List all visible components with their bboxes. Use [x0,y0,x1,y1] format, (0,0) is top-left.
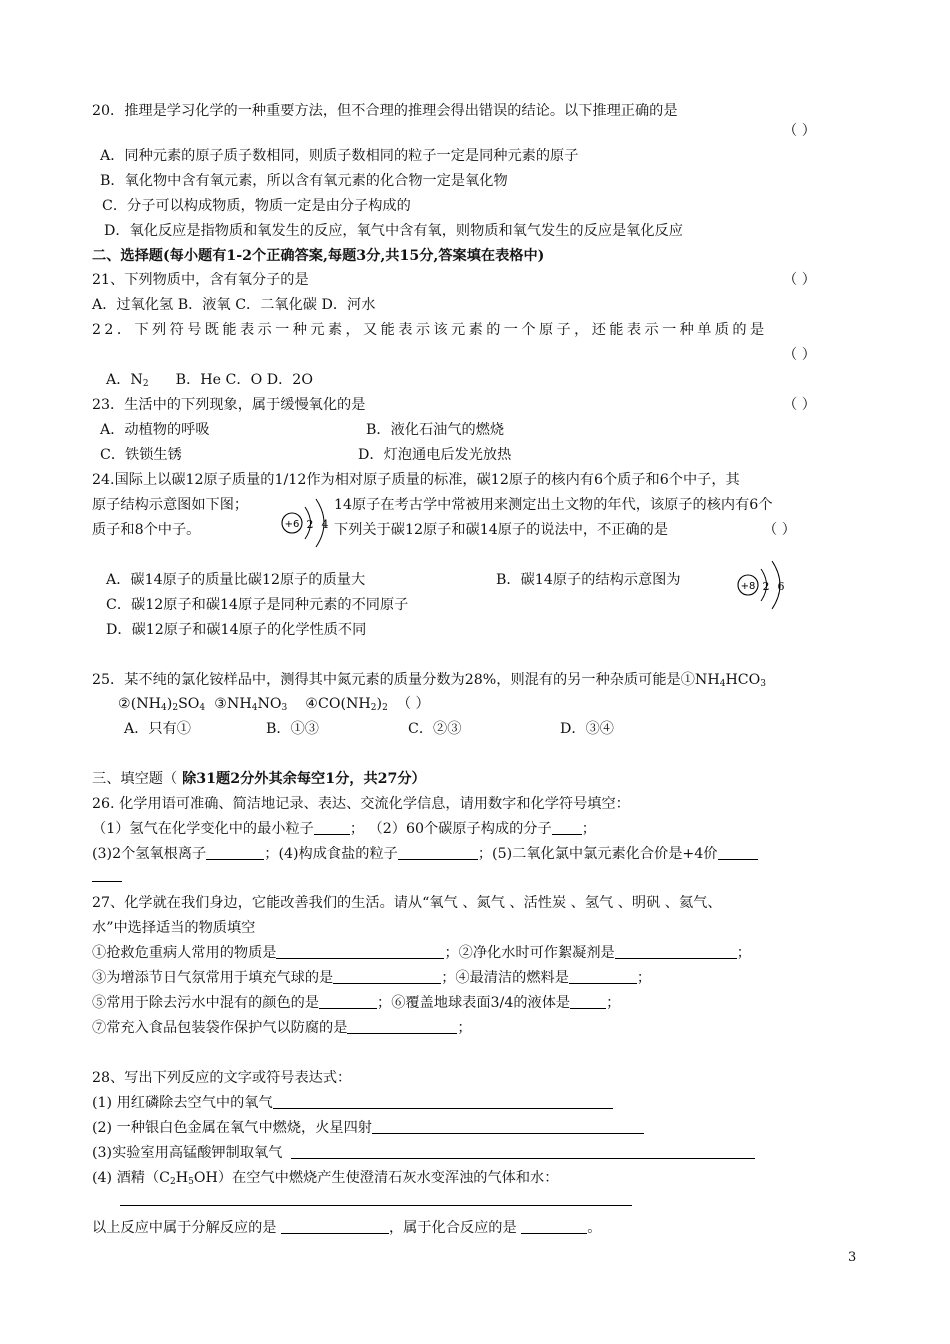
q23-option-b: B．液化石油气的燃烧 [366,422,505,438]
q27-line-4: ⑦常充入食品包装袋作保护气以防腐的是 ； [92,1020,472,1036]
q21-stem: 21、下列物质中，含有氧分子的是 [92,272,309,288]
section-2-heading: 二、选择题(每小题有1-2个正确答案,每题3分,共15分,答案填在表格中) [92,248,545,264]
q23-option-c: C．铁锁生锈 [100,447,182,463]
q24-line-3a: 质子和8个中子。 [92,522,201,538]
q25-option-c: C．②③ [408,721,462,737]
shell-2-electrons: 6 [777,580,785,593]
q25-answer-paren: （ ） [396,696,430,712]
q28-blank-4[interactable] [120,1190,632,1210]
q22-options-rest: B．He C．O D．2O [175,372,313,388]
q22-options [106,370,313,390]
q28-decomposition-blank[interactable] [281,1218,389,1234]
q24-line-2b: 14原子在考古学中常被用来测定出土文物的年代，该原子的核内有6个 [334,497,773,513]
q24-line-3b: 下列关于碳12原子和碳14原子的说法中，不正确的是 [334,522,669,538]
q28-blank-2[interactable] [372,1118,644,1134]
q26-blank-2[interactable] [552,819,582,835]
q28-blank-3[interactable] [291,1143,755,1159]
q24-option-a: A．碳14原子的质量比碳12原子的质量大 [106,572,366,588]
q27-blank-5[interactable] [319,993,377,1009]
page-number: 3 [848,1250,857,1265]
q24-line-1: 24.国际上以碳12原子质量的1/12作为相对原子质量的标准，碳12原子的核内有6个质子和6个中子，其 [92,472,740,488]
q20-option-a: A．同种元素的原子质子数相同，则质子数相同的粒子一定是同种元素的原子 [100,148,579,164]
formula-nh4hco3: $NH_4HCO_3$ [694,672,767,689]
q27-stem-line-1: 27、化学就在我们身边，它能改善我们的生活。请从“氧气 、氮气 、活性炭 、氢气 、明矾 、氦气、 [92,895,722,911]
q20-option-d: D．氧化反应是指物质和氧发生的反应，氧气中含有氧，则物质和氧气发生的反应是氧化反应 [104,223,683,239]
formula-urea: $④CO(NH_2)_2$ [305,696,388,713]
q22-stem: 22．下列符号既能表示一种元素，又能表示该元素的一个原子，还能表示一种单质的是 [92,322,768,338]
q23-option-d: D．灯泡通电后发光放热 [358,447,512,463]
q24-answer-paren: （ ） [763,522,796,538]
nucleus-charge: +6 [284,519,300,530]
q20-option-b: B．氧化物中含有氧元素，所以含有氧元素的化合物一定是氧化物 [100,173,508,189]
q21-options: A．过氧化氢 B．液氧 C．二氧化碳 D．河水 [92,297,376,313]
q24-option-c: C．碳12原子和碳14原子是同种元素的不同原子 [106,597,409,613]
option-b-atom-diagram [734,552,796,618]
q20-answer-paren: （ ） [783,123,816,139]
q27-blank-7[interactable] [347,1018,457,1034]
q28-stem: 28、写出下列反应的文字或符号表达式： [92,1070,352,1086]
q28-blank-1[interactable] [273,1093,613,1109]
q28-part-1: (1) 用红磷除去空气中的氧气 [92,1093,613,1113]
q25-option-b: B．①③ [266,721,319,737]
q26-blank-5[interactable] [718,844,758,860]
q22-answer-paren: （ ） [783,347,816,363]
q25-stem [92,670,766,690]
q28-part-2: (2) 一种银白色金属在氧气中燃烧，火星四射 [92,1118,644,1138]
q20-option-c: C．分子可以构成物质，物质一定是由分子构成的 [102,198,411,214]
q24-line-2a: 原子结构示意图如下图； [92,497,249,513]
q23-stem: 23．生活中的下列现象，属于缓慢氧化的是 [92,397,366,413]
q26-line-2: (3)2个氢氧根离子 ；(4)构成食盐的粒子 ；(5)二氧化氯中氯元素化合价是+4价 [92,844,758,864]
q27-stem-line-2: 水”中选择适当的物质填空 [92,920,256,936]
q27-blank-1[interactable] [276,943,444,959]
q27-blank-2[interactable] [615,943,737,959]
shell-2-electrons: 4 [321,518,329,531]
q27-line-2: ③为增添节日气氛常用于填充气球的是 ；④最清洁的燃料是 ； [92,970,652,986]
q25-option-a: A．只有① [124,721,191,737]
q25-formulas [118,694,430,714]
q28-combination-blank[interactable] [521,1218,587,1234]
q23-option-a: A．动植物的呼吸 [100,422,210,438]
q20-stem: 20．推理是学习化学的一种重要方法，但不合理的推理会得出错误的结论。以下推理正确的是 [92,103,678,119]
q27-line-1: ①抢救危重病人常用的物质是 ；②净化水时可作絮凝剂是 ； [92,945,751,961]
q25-option-d: D．③④ [560,721,614,737]
q26-stem: 26. 化学用语可准确、简洁地记录、表达、交流化学信息，请用数字和化学符号填空： [92,796,630,812]
q25-stem-text: 25．某不纯的氯化铵样品中，测得其中氮元素的质量分数为28%，则混有的另一种杂质可能是① [92,672,695,688]
shell-1-electrons: 2 [306,518,314,531]
shell-1-electrons: 2 [762,580,770,593]
q23-answer-paren: （ ） [783,397,816,413]
q26-blank-4[interactable] [398,844,478,860]
q22-option-a: A．N [106,372,143,388]
q26-blank-5-continued[interactable] [92,866,122,886]
q24-option-d: D．碳12原子和碳14原子的化学性质不同 [106,622,367,638]
q27-blank-3[interactable] [333,968,441,984]
q27-blank-6[interactable] [570,993,606,1009]
q28-part-4: (4) 酒精$(C_2H_5OH)$在空气中燃烧产生使澄清石灰水变浑浊的气体和水： [92,1170,559,1187]
formula-nh4no3: $③NH_4NO_3$ [214,696,288,713]
nucleus-charge: +8 [740,581,756,592]
q28-summary: 以上反应中属于分解反应的是 ，属于化合反应的是 。 [92,1220,602,1236]
q28-part-3: (3)实验室用高锰酸钾制取氧气 [92,1143,755,1163]
q22-option-a-subscript: 2 [142,379,149,389]
q26-blank-3[interactable] [206,844,264,860]
section-3-heading: 三、填空题（ 除31题2分外其余每空1分，共27分） [92,771,426,787]
formula-nh4-2so4: $②(NH_4)_2SO_4$ [118,696,206,713]
q26-blank-1[interactable] [314,819,350,835]
q21-answer-paren: （ ） [783,272,816,288]
q27-blank-4[interactable] [569,968,637,984]
carbon-12-atom-diagram [278,490,340,556]
q26-line-1: （1）氢气在化学变化中的最小粒子 ； （2）60个碳原子构成的分子 ； [92,821,596,837]
q24-option-b: B．碳14原子的结构示意图为 [496,572,681,588]
q27-line-3: ⑤常用于除去污水中混有的颜色的是 ；⑥覆盖地球表面3/4的液体是 ； [92,995,621,1011]
